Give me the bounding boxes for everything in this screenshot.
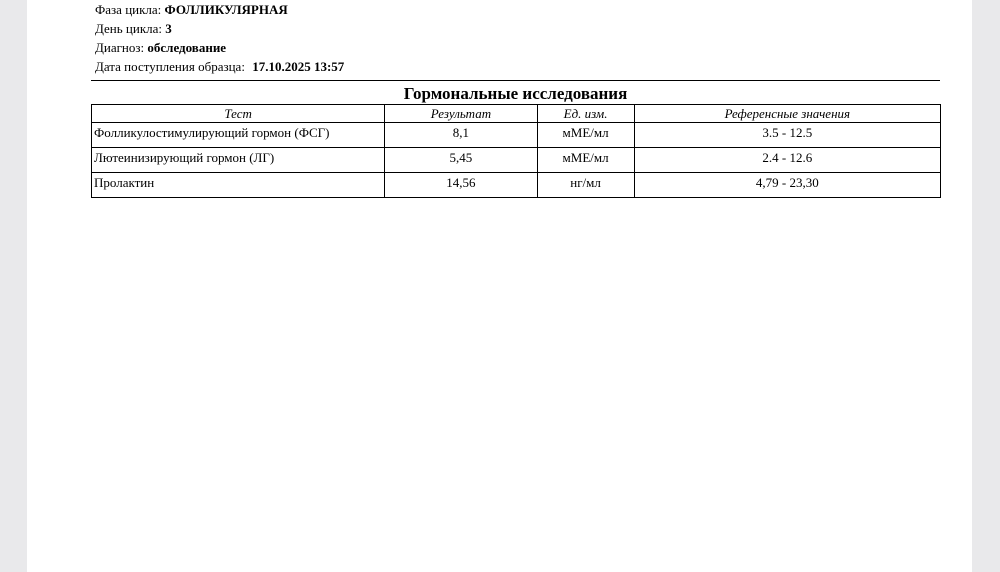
diagnosis-value: обследование [147, 40, 227, 55]
unit-cell: мМЕ/мл [537, 123, 634, 148]
cycle-day-line [95, 19, 344, 38]
result-cell: 5,45 [385, 148, 537, 173]
column-header-unit: Ед. изм. [537, 105, 634, 123]
column-header-test: Тест [92, 105, 385, 123]
section-divider [91, 80, 940, 81]
document-page [27, 0, 972, 572]
cycle-phase-line [95, 0, 344, 19]
reference-cell: 3.5 - 12.5 [634, 123, 940, 148]
reference-cell: 4,79 - 23,30 [634, 173, 940, 198]
table-row [92, 123, 941, 148]
cycle-phase-value: ФОЛЛИКУЛЯРНАЯ [164, 2, 288, 17]
diagnosis-line [95, 38, 344, 57]
diagnosis-label: Диагноз: [95, 40, 145, 55]
cycle-day-label: День цикла: [95, 21, 163, 36]
test-name-cell: Фолликулостимулирующий гормон (ФСГ) [92, 123, 385, 148]
sample-date-label: Дата поступления образца: [95, 59, 245, 74]
unit-cell: мМЕ/мл [537, 148, 634, 173]
cycle-phase-label: Фаза цикла: [95, 2, 162, 17]
table-header-row [92, 105, 941, 123]
sample-date-line [95, 57, 344, 76]
sample-date-value: 17.10.2025 13:57 [252, 59, 345, 74]
sample-info [95, 0, 344, 76]
column-header-result: Результат [385, 105, 537, 123]
test-name-cell: Пролактин [92, 173, 385, 198]
cycle-day-value: 3 [165, 21, 172, 36]
column-header-reference: Референсные значения [634, 105, 940, 123]
section-title: Гормональные исследования [403, 84, 628, 103]
test-name-cell: Лютеинизирующий гормон (ЛГ) [92, 148, 385, 173]
table-row [92, 148, 941, 173]
unit-cell: нг/мл [537, 173, 634, 198]
results-table [91, 104, 941, 198]
table-row [92, 173, 941, 198]
reference-cell: 2.4 - 12.6 [634, 148, 940, 173]
result-cell: 8,1 [385, 123, 537, 148]
result-cell: 14,56 [385, 173, 537, 198]
